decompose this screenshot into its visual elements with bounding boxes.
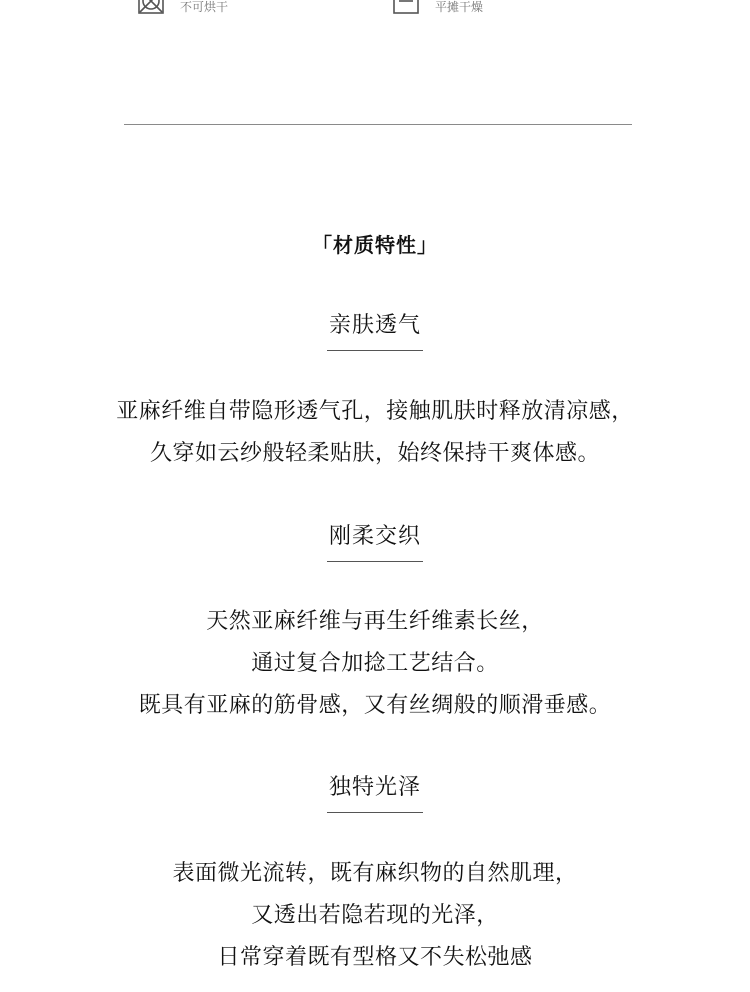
care-label-no-tumble-dry: 不可烘干: [180, 0, 229, 14]
feature-breathable-text: [0, 391, 750, 475]
care-instructions: [0, 0, 750, 40]
feature-text-line: 又透出若隐若现的光泽，: [251, 903, 499, 928]
feature-interwoven: [0, 522, 750, 562]
feature-heading: 亲肤透气: [327, 311, 423, 351]
feature-heading: 独特光泽: [327, 773, 423, 813]
feature-breathable: [0, 311, 750, 351]
section-title: 「材质特性」: [312, 233, 438, 257]
feature-luster-text: [0, 853, 750, 979]
feature-text-line: 天然亚麻纤维与再生纤维素长丝，: [206, 609, 544, 634]
feature-heading: 刚柔交织: [327, 522, 423, 562]
section-divider: [124, 124, 632, 125]
feature-text-line: 表面微光流转，既有麻织物的自然肌理，: [172, 861, 578, 886]
care-item-dry-flat: [393, 0, 483, 14]
care-label-dry-flat: 平摊干燥: [435, 0, 484, 14]
feature-text-line: 既具有亚麻的筋骨感，又有丝绸般的顺滑垂感。: [138, 693, 612, 718]
feature-heading-wrap: [327, 773, 423, 813]
feature-interwoven-text: [0, 601, 750, 727]
feature-text-line: 日常穿着既有型格又不失松弛感: [217, 945, 533, 970]
care-item-no-tumble-dry: [138, 0, 228, 14]
feature-text-line: 亚麻纤维自带隐形透气孔，接触肌肤时释放清凉感，: [116, 399, 634, 424]
no-tumble-dry-icon: [138, 0, 164, 14]
feature-heading-wrap: [327, 522, 423, 562]
dry-flat-icon: [393, 0, 419, 14]
feature-heading-wrap: [327, 311, 423, 351]
feature-text-line: 通过复合加捻工艺结合。: [251, 651, 499, 676]
feature-luster: [0, 773, 750, 813]
feature-text-line: 久穿如云纱般轻柔贴肤，始终保持干爽体感。: [149, 441, 600, 466]
